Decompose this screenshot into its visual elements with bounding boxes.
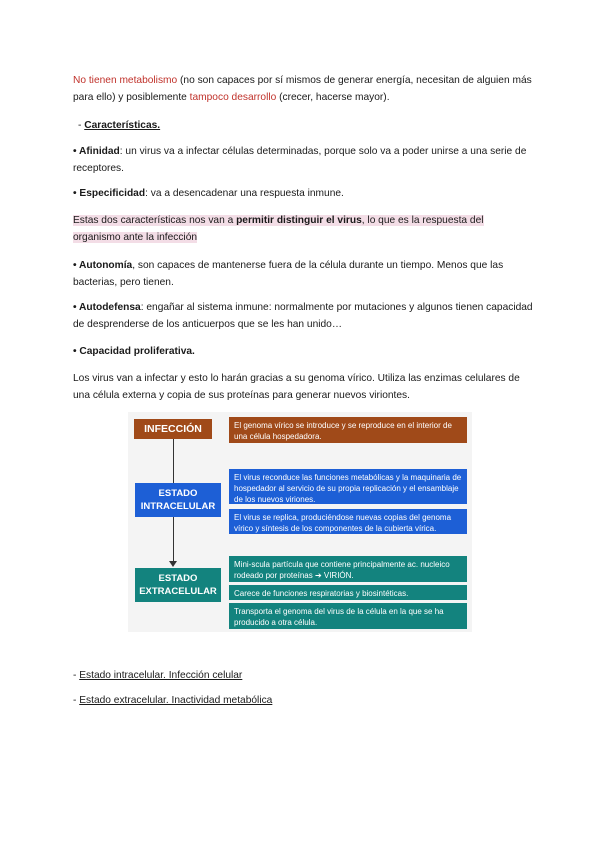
connector-line-1 bbox=[173, 439, 174, 483]
infeccion-box: INFECCIÓN bbox=[134, 419, 212, 439]
intro-text-2: (crecer, hacerse mayor). bbox=[276, 92, 390, 103]
highlight-paragraph bbox=[73, 212, 533, 246]
autodefensa-label: • Autodefensa bbox=[73, 302, 141, 313]
connector-line-2 bbox=[173, 517, 174, 562]
footer-prefix-1: - bbox=[73, 670, 80, 681]
arrow-down-icon bbox=[169, 561, 177, 567]
highlight-text-1: Estas dos características nos van a bbox=[73, 215, 237, 226]
virus-paragraph: Los virus van a infectar y esto lo harán gracias a su genoma vírico. Utiliza las enzimas celulares de una célula externa y copia de sus proteínas para generar nuevos viriontes. bbox=[73, 373, 520, 401]
footer-text-2: Estado extracelular. Inactividad metabólica bbox=[79, 695, 273, 706]
no-development-text: tampoco desarrollo bbox=[189, 92, 277, 103]
intracelular-box: ESTADO INTRACELULAR bbox=[135, 483, 221, 517]
infeccion-description: El genoma vírico se introduce y se reproduce en el interior de una célula hospedadora. bbox=[229, 417, 467, 443]
section-heading bbox=[78, 117, 538, 134]
especificidad-label: • Especificidad bbox=[73, 188, 146, 199]
intro-paragraph bbox=[73, 72, 533, 106]
footer-text-1: Estado intracelular. Infección celular bbox=[79, 670, 243, 681]
afinidad-text: : un virus va a infectar células determinadas, porque solo va a poder unirse a una serie de receptores. bbox=[73, 146, 527, 174]
autonomia-label: • Autonomía bbox=[73, 260, 133, 271]
footer-prefix-2: - bbox=[73, 695, 80, 706]
virus-states-diagram bbox=[128, 412, 472, 632]
section-heading-label: Características. bbox=[84, 120, 161, 131]
proliferativa-label: • Capacidad proliferativa. bbox=[73, 346, 195, 357]
especificidad-item bbox=[73, 185, 533, 202]
section-heading-prefix: - bbox=[78, 120, 85, 131]
autonomia-text: , son capaces de mantenerse fuera de la célula durante un tiempo. Menos que las bacterias, pero tienen. bbox=[73, 260, 504, 288]
intracelular-description-1: El virus reconduce las funciones metabólicas y la maquinaria de hospedador al servicio de su propia replicación y el ensamblaje de los nuevos viriones. bbox=[229, 469, 467, 504]
especificidad-text: : va a desencadenar una respuesta inmune. bbox=[145, 188, 344, 199]
extracelular-description-2: Carece de funciones respiratorias y biosintéticas. bbox=[229, 585, 467, 600]
extracelular-description-1: Mini-scula partícula que contiene principalmente ac. nucleico rodeado por proteínas ➔ VIRIÓN. bbox=[229, 556, 467, 582]
intro-text-1: (no son capaces por sí mismos de generar energía, necesitan de alguien más para ello) y posiblemente bbox=[73, 75, 532, 103]
footer-item-2 bbox=[73, 692, 533, 709]
afinidad-item bbox=[73, 143, 533, 177]
afinidad-label: • Afinidad bbox=[73, 146, 120, 157]
autodefensa-item bbox=[73, 299, 533, 333]
highlight-bold: permitir distinguir el virus bbox=[236, 215, 362, 226]
extracelular-box: ESTADO EXTRACELULAR bbox=[135, 568, 221, 602]
intracelular-description-2: El virus se replica, produciéndose nuevas copias del genoma vírico y síntesis de los componentes de la cubierta vírica. bbox=[229, 509, 467, 534]
proliferativa-item bbox=[73, 343, 533, 360]
footer-item-1 bbox=[73, 667, 533, 684]
no-metabolism-text: No tienen metabolismo bbox=[73, 75, 178, 86]
autodefensa-text: : engañar al sistema inmune: normalmente por mutaciones y algunos tienen capacidad de desprenderse de los anticuerpos que se les han unido… bbox=[73, 302, 533, 330]
autonomia-item bbox=[73, 257, 533, 291]
highlight-text-2: , lo que es la respuesta del organismo ante la infección bbox=[73, 215, 484, 243]
extracelular-description-3: Transporta el genoma del virus de la célula en la que se ha producido a otra célula. bbox=[229, 603, 467, 629]
